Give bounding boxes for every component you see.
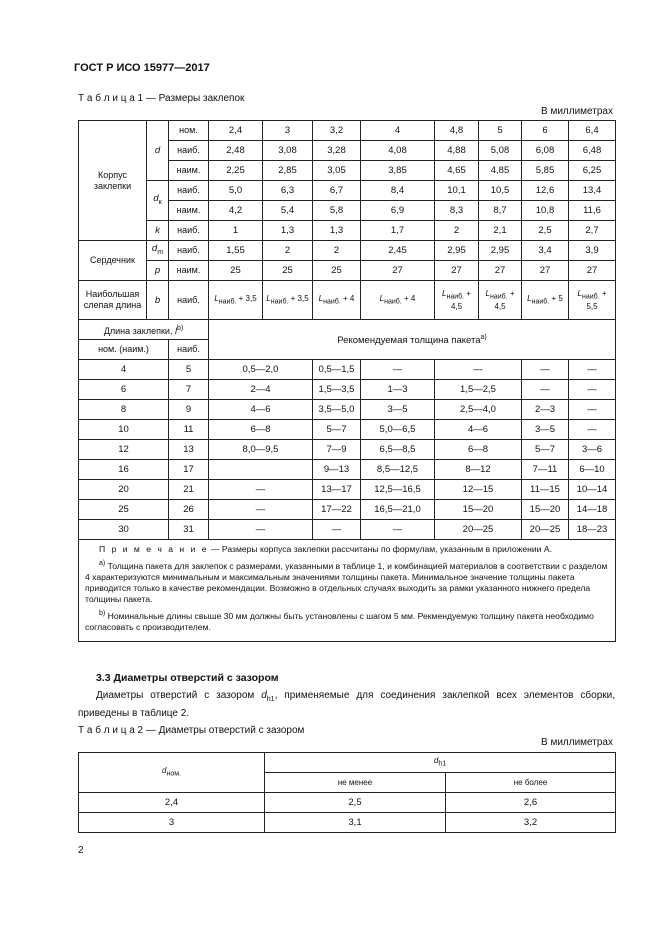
dh1-min-cell: 2,5 (265, 793, 446, 813)
value-cell: 4,08 (361, 141, 435, 161)
min-label: наим. (169, 201, 209, 221)
footnote-a-mark: а) (99, 560, 106, 567)
blind-length-cell (209, 281, 263, 320)
value-cell: 1,3 (313, 221, 361, 241)
length-nom-cell: 16 (79, 460, 169, 480)
length-header (79, 320, 209, 340)
thickness-cell: 3—6 (569, 440, 616, 460)
size-cell: 6 (522, 121, 569, 141)
blind-length-cell (435, 281, 479, 320)
value-cell: 27 (361, 261, 435, 281)
thickness-cell: — (435, 360, 522, 380)
thickness-cell: 6—10 (569, 460, 616, 480)
length-nom-cell: 4 (79, 360, 169, 380)
size-cell: 5 (479, 121, 522, 141)
footnote-a-text: Толщина пакета для заклепок с размерами, указанными в таблице 1, и комбинацией материалов в соответствии с разделом 4 характеризуются минимальным и максимальным значениями толщины пакета. Минимальное значение толщины пакета приводится только в качестве рекомендации. Возможно в отдельных случаях выходить за рамки указанного нижнего предела толщины пакета. (85, 560, 608, 604)
value-cell: 2,25 (209, 161, 263, 181)
value-cell: 8,4 (361, 181, 435, 201)
value-cell: 3,05 (313, 161, 361, 181)
table-row (79, 380, 616, 400)
nom-label: ном. (169, 121, 209, 141)
table1-units: В миллиметрах (541, 106, 613, 117)
blind-length-L: L (442, 289, 447, 299)
note (85, 544, 609, 555)
value-cell: 2 (263, 241, 313, 261)
recommended-thickness-header (209, 320, 616, 360)
blind-length-cell (522, 281, 569, 320)
thickness-cell: 12,5—16,5 (361, 480, 435, 500)
blind-length-add: + 4,5 (494, 289, 515, 311)
thickness-cell (209, 460, 313, 480)
blind-length-add: + 4 (403, 293, 416, 303)
dnom-cell: 2,4 (79, 793, 265, 813)
k-symbol: k (147, 221, 169, 241)
length-nom-cell: 6 (79, 380, 169, 400)
thickness-cell: 6—8 (209, 420, 313, 440)
mandrel-label: Сердечник (79, 241, 147, 281)
section-title: 3.3 Диаметры отверстий с зазором (96, 672, 279, 684)
thickness-cell: 18—23 (569, 520, 616, 540)
value-cell: 2,95 (479, 241, 522, 261)
thickness-cell: 16,5—21,0 (361, 500, 435, 520)
dnom-sub: ном. (166, 770, 181, 778)
value-cell: 2 (313, 241, 361, 261)
table-row (79, 420, 616, 440)
value-cell: 3,4 (522, 241, 569, 261)
table-row (79, 500, 616, 520)
length-max-cell: 26 (169, 500, 209, 520)
thickness-cell: — (209, 480, 313, 500)
thickness-cell: 5—7 (522, 440, 569, 460)
body-label: Корпус заклепки (79, 121, 147, 241)
blind-length-cell (479, 281, 522, 320)
thickness-cell: — (569, 420, 616, 440)
value-cell: 25 (209, 261, 263, 281)
dnom-letter: d (162, 766, 167, 776)
thickness-cell: 15—20 (522, 500, 569, 520)
thickness-cell: 6,5—8,5 (361, 440, 435, 460)
table-row (79, 460, 616, 480)
blind-length-sub: наиб. (323, 298, 341, 306)
thickness-cell: 15—20 (435, 500, 522, 520)
blind-length-sub: наиб. (446, 293, 465, 301)
thickness-cell: — (522, 380, 569, 400)
value-cell: 13,4 (569, 181, 616, 201)
blind-length-add: + 4 (342, 293, 355, 303)
paragraph-text-1: Диаметры отверстий с зазором (96, 690, 262, 701)
blind-length-sub: наиб. (218, 298, 237, 306)
thickness-cell: 8,5—12,5 (361, 460, 435, 480)
section-paragraph (78, 689, 615, 721)
length-max-cell: 9 (169, 400, 209, 420)
dh1-sub: h1 (438, 760, 447, 768)
length-max-cell: 13 (169, 440, 209, 460)
dk-subscript: к (158, 198, 162, 206)
value-cell: 25 (263, 261, 313, 281)
thickness-cell: — (209, 500, 313, 520)
thickness-cell: 5,0—6,5 (361, 420, 435, 440)
length-max-cell: 31 (169, 520, 209, 540)
blind-length-sub: наиб. (489, 293, 508, 301)
blind-length-L: L (318, 293, 324, 303)
blind-length-add: + 5,5 (586, 289, 607, 311)
blind-length-add: + 3,5 (290, 293, 309, 303)
thickness-cell: 2—4 (209, 380, 313, 400)
value-cell: 27 (435, 261, 479, 281)
thickness-cell: 17—22 (313, 500, 361, 520)
blind-length-add: + 5 (551, 293, 563, 303)
blind-length-label: Наибольшая слепая длина (79, 281, 147, 320)
blind-length-add: + 3,5 (238, 293, 257, 303)
paragraph-sub: h1 (266, 696, 275, 703)
value-cell: 8,3 (435, 201, 479, 221)
footnote-b-mark: b) (99, 609, 106, 617)
value-cell: 6,08 (522, 141, 569, 161)
length-nom-cell: 8 (79, 400, 169, 420)
size-cell: 3,2 (313, 121, 361, 141)
length-var: l (174, 325, 177, 336)
d-symbol: d (147, 121, 169, 181)
paragraph-text-2: , применяемые для соединения заклепкой всех элементов сборки, приведены в таблице 2. (78, 690, 615, 719)
dm-subscript: m (157, 248, 164, 256)
b-symbol: b (147, 281, 169, 320)
dh1-letter: d (433, 756, 439, 766)
value-cell: 2,1 (479, 221, 522, 241)
thickness-cell: — (522, 360, 569, 380)
dh1-header (265, 753, 616, 773)
value-cell: 10,1 (435, 181, 479, 201)
note-text: — Размеры корпуса заклепки рассчитаны по формулам, указанным в приложении А. (208, 544, 552, 554)
blind-length-cell (569, 281, 616, 320)
dh1-max-cell: 2,6 (446, 793, 616, 813)
max-label: наиб. (169, 221, 209, 241)
paragraph-var: d (261, 690, 267, 701)
value-cell: 2,85 (263, 161, 313, 181)
length-nom-cell: 10 (79, 420, 169, 440)
value-cell: 2 (435, 221, 479, 241)
thickness-cell: 5—7 (313, 420, 361, 440)
value-cell: 1,3 (263, 221, 313, 241)
blind-length-add: + 4,5 (450, 289, 471, 311)
thickness-cell: 4—6 (435, 420, 522, 440)
blind-length-sub: наиб. (270, 298, 289, 306)
value-cell: 1,55 (209, 241, 263, 261)
thickness-cell: 2,5—4,0 (435, 400, 522, 420)
length-nom-cell: 20 (79, 480, 169, 500)
thickness-cell: 4—6 (209, 400, 313, 420)
thickness-cell: — (361, 520, 435, 540)
blind-length-L: L (379, 293, 385, 303)
dnom-cell: 3 (79, 813, 265, 833)
dnom-header (79, 753, 265, 793)
value-cell: 3,85 (361, 161, 435, 181)
length-nom-cell: 12 (79, 440, 169, 460)
table2-caption: Т а б л и ц а 2 — Диаметры отверстий с зазором (78, 725, 305, 736)
thickness-cell: — (569, 400, 616, 420)
thickness-cell: 1,5—3,5 (313, 380, 361, 400)
footnote-b-text: Номинальные длины свыше 30 мм должны быть установлены с шагом 5 мм. Рекмендуемую толщину пакета необходимо согласовать с производителем. (85, 610, 594, 632)
value-cell: 5,08 (479, 141, 522, 161)
dh1-max-cell: 3,2 (446, 813, 616, 833)
size-cell: 6,4 (569, 121, 616, 141)
document-header: ГОСТ Р ИСО 15977—2017 (74, 62, 210, 74)
value-cell: 1 (209, 221, 263, 241)
value-cell: 3,9 (569, 241, 616, 261)
blind-length-L: L (577, 289, 582, 299)
dh1-min-cell: 3,1 (265, 813, 446, 833)
max-label: наиб. (169, 141, 209, 161)
blind-length-cell (313, 281, 361, 320)
length-label: Длина заклепки, (103, 325, 175, 336)
value-cell: 4,65 (435, 161, 479, 181)
thickness-cell: 14—18 (569, 500, 616, 520)
value-cell: 12,6 (522, 181, 569, 201)
blind-length-L: L (266, 293, 271, 303)
table-row (79, 793, 616, 813)
thickness-cell: — (209, 520, 313, 540)
thickness-cell: 10—14 (569, 480, 616, 500)
thickness-cell: — (361, 360, 435, 380)
blind-length-sub: наиб. (581, 293, 600, 301)
value-cell: 5,0 (209, 181, 263, 201)
value-cell: 6,25 (569, 161, 616, 181)
value-cell: 4,88 (435, 141, 479, 161)
value-cell: 2,45 (361, 241, 435, 261)
max-label: наиб. (169, 340, 209, 360)
value-cell: 5,4 (263, 201, 313, 221)
dk-symbol (147, 181, 169, 221)
thickness-cell: 2—3 (522, 400, 569, 420)
value-cell: 4,2 (209, 201, 263, 221)
value-cell: 2,5 (522, 221, 569, 241)
value-cell: 27 (479, 261, 522, 281)
blind-length-L: L (527, 293, 532, 303)
value-cell: 11,6 (569, 201, 616, 221)
dm-symbol (147, 241, 169, 261)
thickness-cell: 20—25 (435, 520, 522, 540)
blind-length-sub: наиб. (384, 298, 402, 306)
thickness-cell: — (569, 380, 616, 400)
length-max-cell: 7 (169, 380, 209, 400)
thickness-cell: 1—3 (361, 380, 435, 400)
thickness-cell: 7—9 (313, 440, 361, 460)
value-cell: 6,9 (361, 201, 435, 221)
thickness-cell: 9—13 (313, 460, 361, 480)
table2-units: В миллиметрах (541, 737, 613, 748)
blind-length-cell (263, 281, 313, 320)
thickness-cell: 8,0—9,5 (209, 440, 313, 460)
size-cell: 4,8 (435, 121, 479, 141)
value-cell: 10,8 (522, 201, 569, 221)
length-footnote-mark: b) (176, 324, 184, 332)
nom-min-label: ном. (наим.) (79, 340, 169, 360)
value-cell: 6,7 (313, 181, 361, 201)
length-max-cell: 5 (169, 360, 209, 380)
blind-length-cell (361, 281, 435, 320)
thickness-cell: 12—15 (435, 480, 522, 500)
note-head: П р и м е ч а н и е (99, 544, 209, 554)
table-row (79, 400, 616, 420)
table1-notes (79, 540, 616, 642)
thickness-cell: 13—17 (313, 480, 361, 500)
value-cell: 6,48 (569, 141, 616, 161)
size-cell: 2,4 (209, 121, 263, 141)
length-nom-cell: 30 (79, 520, 169, 540)
value-cell: 5,8 (313, 201, 361, 221)
size-cell: 3 (263, 121, 313, 141)
thickness-cell: 3—5 (522, 420, 569, 440)
max-label: наиб. (169, 181, 209, 201)
value-cell: 3,08 (263, 141, 313, 161)
table-row (79, 480, 616, 500)
value-cell: 8,7 (479, 201, 522, 221)
thickness-cell: — (313, 520, 361, 540)
dm-letter: d (151, 243, 158, 255)
blind-length-L: L (214, 293, 219, 303)
footnote-a (85, 558, 609, 605)
value-cell: 10,5 (479, 181, 522, 201)
min-label: наим. (169, 161, 209, 181)
thickness-cell: 0,5—2,0 (209, 360, 313, 380)
thickness-cell: 7—11 (522, 460, 569, 480)
footnote-b (85, 608, 609, 633)
table-row (79, 440, 616, 460)
clearance-hole-table (78, 752, 616, 833)
value-cell: 27 (522, 261, 569, 281)
value-cell: 2,7 (569, 221, 616, 241)
page-number: 2 (78, 845, 84, 856)
value-cell: 4,85 (479, 161, 522, 181)
thickness-cell: 3,5—5,0 (313, 400, 361, 420)
table-row (79, 360, 616, 380)
value-cell: 25 (313, 261, 361, 281)
thickness-cell: 11—15 (522, 480, 569, 500)
thickness-cell: 1,5—2,5 (435, 380, 522, 400)
max-label: наиб. (169, 281, 209, 320)
blind-length-sub: наиб. (531, 298, 550, 306)
rivet-dimensions-table (78, 120, 616, 642)
length-max-cell: 21 (169, 480, 209, 500)
value-cell: 2,95 (435, 241, 479, 261)
table1-caption: Т а б л и ц а 1 — Размеры заклепок (78, 93, 245, 104)
size-cell: 4 (361, 121, 435, 141)
length-max-cell: 17 (169, 460, 209, 480)
dk-letter: d (153, 193, 159, 205)
value-cell: 5,85 (522, 161, 569, 181)
table-row (79, 520, 616, 540)
length-max-cell: 11 (169, 420, 209, 440)
value-cell: 6,3 (263, 181, 313, 201)
value-cell: 3,28 (313, 141, 361, 161)
thickness-cell: — (569, 360, 616, 380)
min-label: наим. (169, 261, 209, 281)
value-cell: 2,48 (209, 141, 263, 161)
recommended-footnote-mark: а) (480, 334, 487, 342)
max-label: наиб. (169, 241, 209, 261)
thickness-cell: 20—25 (522, 520, 569, 540)
length-nom-cell: 25 (79, 500, 169, 520)
table-row (79, 813, 616, 833)
thickness-cell: 8—12 (435, 460, 522, 480)
value-cell: 27 (569, 261, 616, 281)
thickness-cell: 0,5—1,5 (313, 360, 361, 380)
thickness-cell: 3—5 (361, 400, 435, 420)
not-less-header: не менее (265, 773, 446, 793)
not-more-header: не более (446, 773, 616, 793)
blind-length-L: L (485, 289, 490, 299)
p-symbol: p (147, 261, 169, 281)
recommended-label: Рекомендуемая толщина пакета (337, 335, 481, 347)
thickness-cell: 6—8 (435, 440, 522, 460)
value-cell: 1,7 (361, 221, 435, 241)
